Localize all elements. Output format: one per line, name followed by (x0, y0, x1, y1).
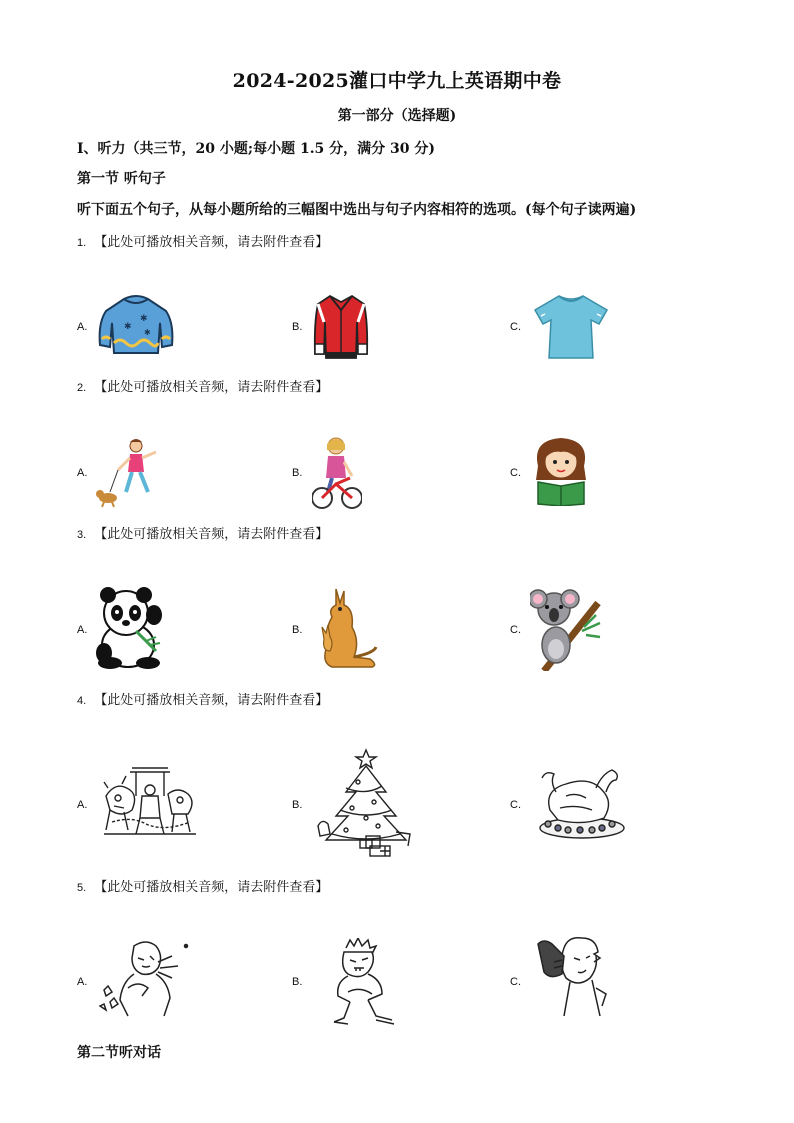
svg-text:✱: ✱ (140, 314, 148, 324)
question-number: 3. (77, 529, 87, 541)
girl-walking-dog-icon[interactable] (96, 436, 172, 508)
sweater-icon[interactable] (96, 293, 176, 361)
question-number: 4. (77, 695, 87, 707)
audio-prompt[interactable]: 【此处可播放相关音频，请去附件查看】 (94, 235, 329, 250)
option-b-label: B. (292, 624, 303, 636)
option-a-label: A. (77, 624, 88, 636)
svg-text:✱: ✱ (124, 322, 132, 332)
question-1 (77, 231, 328, 250)
sneezing-man-icon[interactable] (98, 938, 190, 1018)
question-2 (77, 376, 328, 395)
lion-dance-icon[interactable] (102, 766, 198, 838)
audio-prompt[interactable]: 【此处可播放相关音频，请去附件查看】 (94, 693, 329, 708)
girl-reading-icon[interactable] (530, 436, 592, 506)
option-a-label: A. (77, 799, 88, 811)
option-c-label: C. (510, 321, 521, 333)
question-4 (77, 689, 328, 708)
page-subtitle: 第一部分（选择题) (337, 108, 457, 124)
option-a-label: A. (77, 467, 88, 479)
page-title: 2024-2025灌口中学九上英语期中卷 (232, 70, 562, 92)
question-number: 1. (77, 237, 87, 249)
audio-prompt[interactable]: 【此处可播放相关音频，请去附件查看】 (94, 527, 329, 542)
option-c-label: C. (510, 624, 521, 636)
toothache-man-icon[interactable] (534, 934, 608, 1018)
part-title: 第一节 听句子 (77, 171, 166, 187)
girl-riding-bike-icon[interactable] (312, 436, 362, 510)
jacket-icon[interactable] (312, 292, 370, 362)
question-3 (77, 523, 328, 542)
part-title-2: 第二节听对话 (77, 1045, 161, 1061)
tshirt-icon[interactable] (531, 292, 611, 362)
section-heading: I、听力（共三节，20 小题;每小题 1.5 分，满分 30 分) (77, 141, 436, 157)
option-a-label: A. (77, 976, 88, 988)
option-a-label: A. (77, 321, 88, 333)
roast-turkey-icon[interactable] (536, 766, 628, 842)
question-5 (77, 876, 328, 895)
koala-icon[interactable] (530, 587, 602, 671)
kangaroo-icon[interactable] (314, 587, 378, 671)
option-b-label: B. (292, 799, 303, 811)
question-number: 5. (77, 882, 87, 894)
option-c-label: C. (510, 976, 521, 988)
audio-prompt[interactable]: 【此处可播放相关音频，请去附件查看】 (94, 880, 329, 895)
instruction: 听下面五个句子，从每小题所给的三幅图中选出与句子内容相符的选项。(每个句子读两遍) (77, 202, 637, 218)
panda-icon[interactable] (96, 587, 166, 669)
stomachache-man-icon[interactable] (326, 938, 400, 1026)
option-b-label: B. (292, 976, 303, 988)
christmas-tree-icon[interactable] (316, 748, 416, 858)
option-c-label: C. (510, 467, 521, 479)
question-number: 2. (77, 382, 87, 394)
audio-prompt[interactable]: 【此处可播放相关音频，请去附件查看】 (94, 380, 329, 395)
option-b-label: B. (292, 467, 303, 479)
svg-text:✱: ✱ (144, 328, 151, 337)
option-b-label: B. (292, 321, 303, 333)
option-c-label: C. (510, 799, 521, 811)
